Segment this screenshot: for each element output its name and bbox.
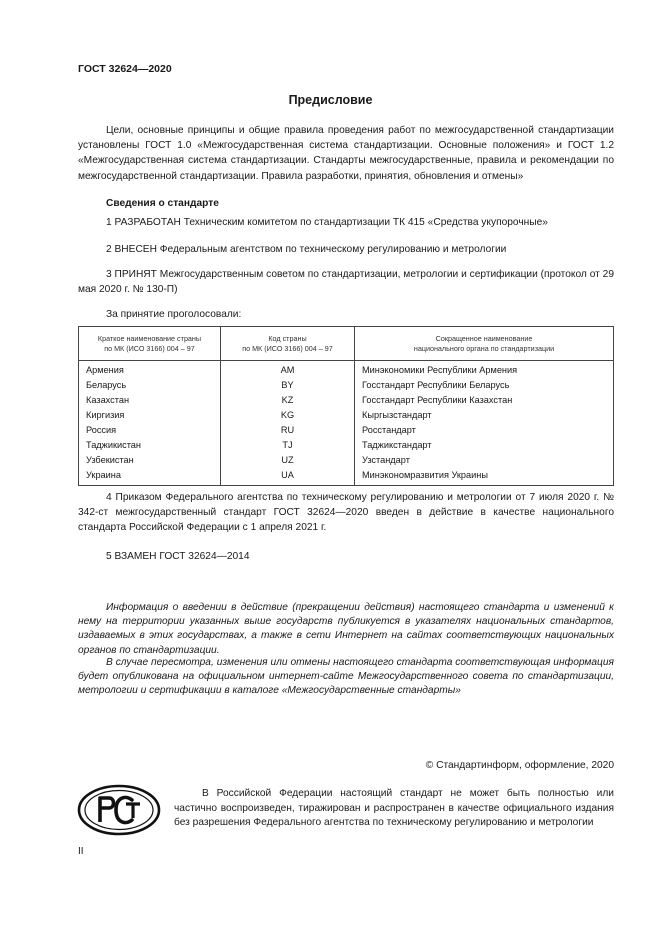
info-note-paragraph: Информация о введении в действие (прекращении действия) настоящего стандарта и изменений к нему на территории указанных выше государств публикуется в указателях национальных стандартов, издаваемых в этих государствах, а также в сети Интернет на сайтах соответствующих национальных органов по стандартизации. bbox=[78, 602, 614, 656]
page-number: II bbox=[78, 846, 84, 857]
table-row bbox=[79, 378, 614, 393]
table-row bbox=[79, 361, 614, 379]
table-row bbox=[79, 408, 614, 423]
body-cell: Кыргызстандарт bbox=[355, 408, 614, 423]
item-adopted: 3 ПРИНЯТ Межгосударственным советом по стандартизации, метрологии и сертификации (протокол от 29 мая 2020 г. № 130-П) bbox=[78, 269, 614, 296]
item-developed: 1 РАЗРАБОТАН Техническим комитетом по стандартизации ТК 415 «Средства укупорочные» bbox=[106, 217, 548, 228]
copyright-notice: © Стандартинформ, оформление, 2020 bbox=[425, 760, 614, 771]
table-row bbox=[79, 438, 614, 453]
body-cell: Минэкономразвития Украины bbox=[355, 468, 614, 486]
code-cell: KG bbox=[221, 408, 355, 423]
document-code: ГОСТ 32624—2020 bbox=[78, 63, 172, 75]
country-cell: Киргизия bbox=[79, 408, 221, 423]
country-cell: Россия bbox=[79, 423, 221, 438]
table-row bbox=[79, 423, 614, 438]
code-cell: UZ bbox=[221, 453, 355, 468]
column-header-code: Код страны по МК (ИСО 3166) 004 – 97 bbox=[221, 327, 355, 361]
table-row bbox=[79, 468, 614, 486]
body-cell: Госстандарт Республики Казахстан bbox=[355, 393, 614, 408]
country-cell: Армения bbox=[79, 361, 221, 379]
page-title: Предисловие bbox=[288, 93, 373, 107]
member-states-table bbox=[78, 326, 614, 486]
body-cell: Таджикстандарт bbox=[355, 438, 614, 453]
table-row bbox=[79, 453, 614, 468]
intro-paragraph: Цели, основные принципы и общие правила проведения работ по межгосударственной стандартизации установлены ГОСТ 1.0 «Межгосударственная система стандартизации. Основные положения» и ГОСТ 1.2 «Межгосударственная система стандартизации. Стандарты межгосударственные, правила и рекомендации по межгосударственной стандартизации. Правила разработки, принятия, обновления и отмены» bbox=[78, 125, 614, 182]
revision-note-paragraph: В случае пересмотра, изменения или отмены настоящего стандарта соответствующая информация будет опубликована на официальном интернет-сайте Межгосударственного совета по стандартизации, метрологии и сертификации в каталоге «Межгосударственные стандарты» bbox=[78, 657, 614, 697]
item-replaces: 5 ВЗАМЕН ГОСТ 32624—2014 bbox=[106, 551, 250, 562]
country-cell: Таджикистан bbox=[79, 438, 221, 453]
country-cell: Казахстан bbox=[79, 393, 221, 408]
code-cell: UA bbox=[221, 468, 355, 486]
table-header-row bbox=[79, 327, 614, 361]
table-row bbox=[79, 393, 614, 408]
column-header-body: Сокращенное наименование национального органа по стандартизации bbox=[355, 327, 614, 361]
country-cell: Узбекистан bbox=[79, 453, 221, 468]
code-cell: TJ bbox=[221, 438, 355, 453]
country-cell: Украина bbox=[79, 468, 221, 486]
code-cell: RU bbox=[221, 423, 355, 438]
code-cell: BY bbox=[221, 378, 355, 393]
section-subheading: Сведения о стандарте bbox=[106, 198, 219, 209]
country-cell: Беларусь bbox=[79, 378, 221, 393]
body-cell: Росстандарт bbox=[355, 423, 614, 438]
body-cell: Узстандарт bbox=[355, 453, 614, 468]
code-cell: KZ bbox=[221, 393, 355, 408]
body-cell: Госстандарт Республики Беларусь bbox=[355, 378, 614, 393]
vote-caption: За принятие проголосовали: bbox=[106, 309, 242, 320]
rf-copyright-notice: В Российской Федерации настоящий стандарт не может быть полностью или частично воспроизведен, тиражирован и распространен в качестве официального издания без разрешения Федерального агентства по техническому регулированию и метрологии bbox=[174, 788, 614, 829]
rst-certification-mark-icon bbox=[76, 783, 162, 837]
code-cell: AM bbox=[221, 361, 355, 379]
body-cell: Минэкономики Республики Армения bbox=[355, 361, 614, 379]
item-introduced: 2 ВНЕСЕН Федеральным агентством по техническому регулированию и метрологии bbox=[106, 244, 507, 255]
item-order: 4 Приказом Федерального агентства по техническому регулированию и метрологии от 7 июля 2020 г. № 342-ст межгосударственный стандарт ГОСТ 32624—2020 введен в действие в качестве национального стандарта Российской Федерации с 1 апреля 2021 г. bbox=[78, 492, 614, 534]
column-header-country: Краткое наименование страны по МК (ИСО 3166) 004 – 97 bbox=[79, 327, 221, 361]
